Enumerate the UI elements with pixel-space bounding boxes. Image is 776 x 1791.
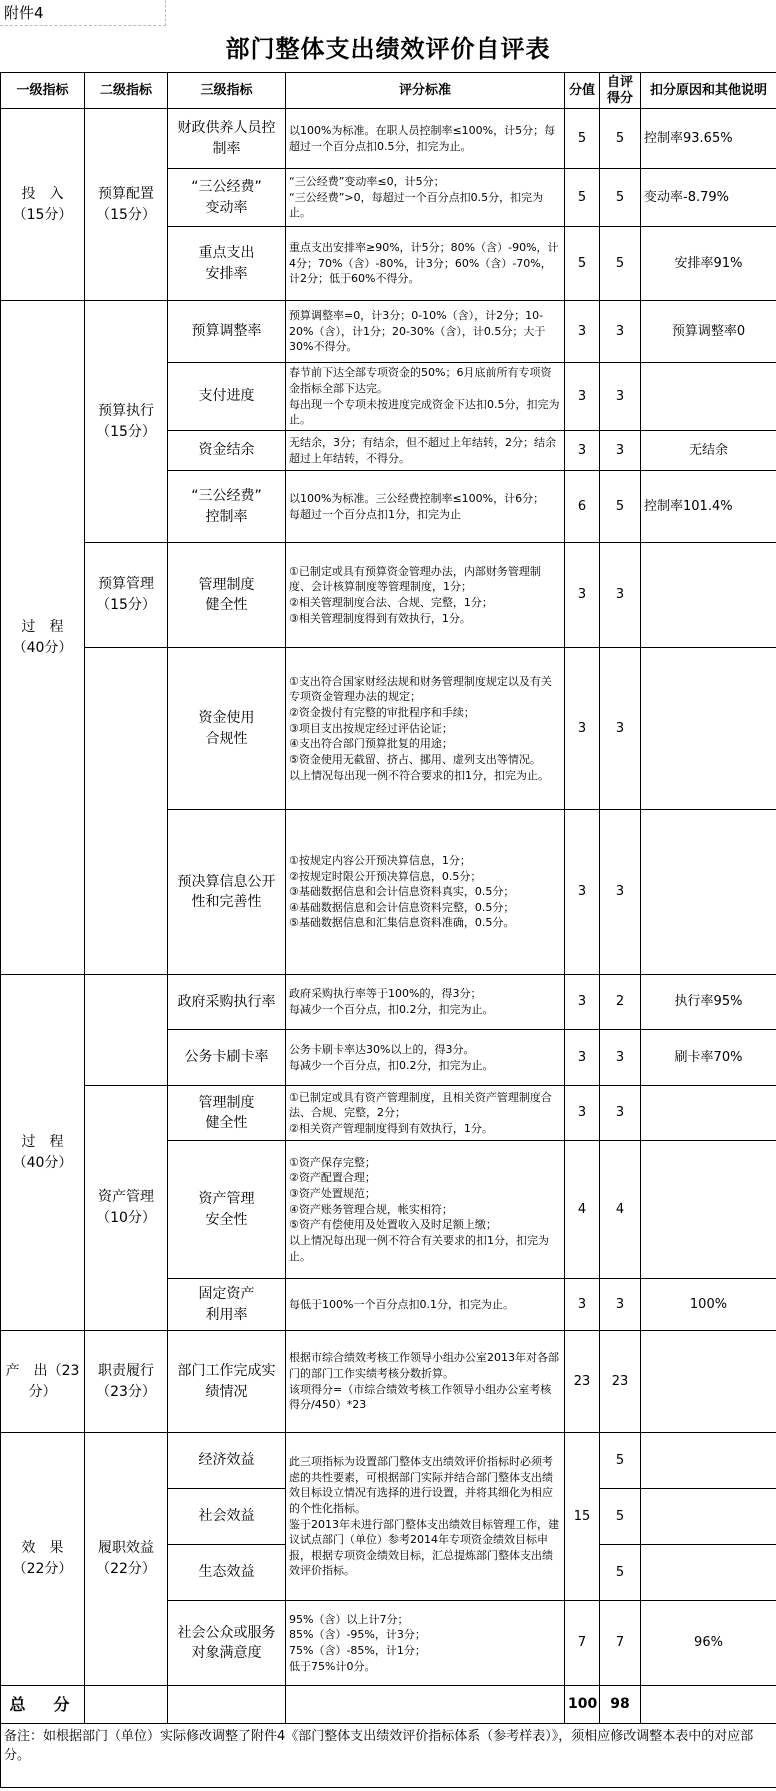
level2-budget-config: 预算配置 （15分） — [85, 109, 168, 301]
header-criteria: 评分标准 — [286, 73, 565, 109]
level3-cell: 资金使用 合规性 — [168, 648, 286, 810]
level2-budget-mgmt: 预算管理 （15分） — [85, 543, 168, 648]
attachment-label: 附件4 — [0, 0, 166, 26]
table-row — [1, 1433, 776, 1489]
self-score-cell: 5 — [600, 1545, 641, 1601]
self-score-cell: 5 — [600, 1433, 641, 1489]
level3-cell: 社会公众或服务对象满意度 — [168, 1601, 286, 1686]
level3-cell: 社会效益 — [168, 1489, 286, 1545]
deduction-cell — [641, 543, 776, 648]
self-score-cell: 3 — [600, 648, 641, 810]
score-cell: 3 — [565, 543, 600, 648]
header-score: 分值 — [565, 73, 600, 109]
self-score-cell: 5 — [600, 1489, 641, 1545]
self-score-cell: 2 — [600, 975, 641, 1030]
deduction-cell: 无结余 — [641, 431, 776, 471]
deduction-cell: 刷卡率70% — [641, 1030, 776, 1086]
level3-cell: 资金结余 — [168, 431, 286, 471]
header-row — [1, 73, 776, 109]
criteria-cell: 每低于100%一个百分点扣0.1分，扣完为止。 — [286, 1279, 565, 1331]
score-cell: 3 — [565, 810, 600, 975]
deduction-cell: 安排率91% — [641, 227, 776, 301]
deduction-cell — [641, 1331, 776, 1433]
level3-cell: 部门工作完成实绩情况 — [168, 1331, 286, 1433]
total-empty — [85, 1686, 168, 1724]
deduction-cell: 变动率-8.79% — [641, 169, 776, 227]
total-label: 总 分 — [1, 1686, 85, 1724]
score-cell: 3 — [565, 648, 600, 810]
score-cell: 6 — [565, 471, 600, 543]
note-row — [1, 1724, 776, 1788]
level3-cell: 固定资产 利用率 — [168, 1279, 286, 1331]
table-row — [1, 648, 776, 810]
header-self-score: 自评得分 — [600, 73, 641, 109]
score-cell: 5 — [565, 227, 600, 301]
criteria-cell: 此三项指标为设置部门整体支出绩效评价指标时必须考虑的共性要素，可根据部门实际并结合部门整体支出绩效目标设立情况有选择的进行设置，并将其细化为相应的个性化指标。 鉴于2013年未进行部门整体支出绩效目标管理工作，建议试点部门（单位）参考2014年专项资金绩效目标申报，根据专项资金绩效目标，汇总提炼部门整体支出绩效评价指标。 — [286, 1433, 565, 1601]
criteria-cell: ①资产保存完整； ②资产配置合理； ③资产处置规范； ④资产账务管理合规，帐实相符； ⑤资产有偿使用及处置收入及时足额上缴； 以上情况每出现一例不符合有关要求的扣1分，扣完为止。 — [286, 1141, 565, 1279]
score-cell: 5 — [565, 109, 600, 169]
evaluation-table — [0, 72, 776, 1788]
deduction-cell: 执行率95% — [641, 975, 776, 1030]
criteria-cell: 政府采购执行率等于100%的，得3分； 每减少一个百分点，扣0.2分，扣完为止。 — [286, 975, 565, 1030]
group-input: 投 入 （15分） — [1, 109, 85, 301]
score-cell: 3 — [565, 301, 600, 363]
score-cell: 3 — [565, 1086, 600, 1141]
table-row — [1, 975, 776, 1030]
total-self-score: 98 — [600, 1686, 641, 1724]
deduction-cell — [641, 1086, 776, 1141]
level3-cell: 预决算信息公开性和完善性 — [168, 810, 286, 975]
criteria-cell: 公务卡刷卡率达30%以上的，得3分。 每减少一个百分点，扣0.2分，扣完为止。 — [286, 1030, 565, 1086]
level3-cell: 支付进度 — [168, 363, 286, 431]
deduction-cell — [641, 363, 776, 431]
self-score-cell: 5 — [600, 169, 641, 227]
criteria-cell: 春节前下达全部专项资金的50%；6月底前所有专项资金指标全部下达完。 每出现一个专项未按进度完成资金下达扣0.5分，扣完为止。 — [286, 363, 565, 431]
criteria-cell: ①已制定或具有预算资金管理办法，内部财务管理制度、会计核算制度等管理制度，1分； ②相关管理制度合法、合规、完整，1分； ③相关管理制度得到有效执行，1分。 — [286, 543, 565, 648]
self-score-cell: 5 — [600, 227, 641, 301]
header-level1: 一级指标 — [1, 73, 85, 109]
score-cell: 7 — [565, 1601, 600, 1686]
deduction-cell — [641, 810, 776, 975]
self-score-cell: 3 — [600, 431, 641, 471]
page-title: 部门整体支出绩效评价自评表 — [225, 35, 551, 63]
table-row — [1, 301, 776, 363]
score-cell: 15 — [565, 1433, 600, 1601]
self-score-cell: 5 — [600, 109, 641, 169]
deduction-cell — [641, 1433, 776, 1489]
deduction-cell: 96% — [641, 1601, 776, 1686]
deduction-cell: 控制率101.4% — [641, 471, 776, 543]
header-deduction: 扣分原因和其他说明 — [641, 73, 776, 109]
level3-cell: “三公经费” 变动率 — [168, 169, 286, 227]
criteria-cell: 无结余，3分；有结余，但不超过上年结转，2分；结余超过上年结转，不得分。 — [286, 431, 565, 471]
score-cell: 3 — [565, 1279, 600, 1331]
self-score-cell: 3 — [600, 543, 641, 648]
level3-cell: 公务卡刷卡率 — [168, 1030, 286, 1086]
table-row — [1, 543, 776, 648]
deduction-cell: 控制率93.65% — [641, 109, 776, 169]
level2-empty — [85, 975, 168, 1086]
deduction-cell — [641, 1545, 776, 1601]
deduction-cell — [641, 1141, 776, 1279]
level2-duty: 职责履行 （23分） — [85, 1331, 168, 1433]
level3-cell: 生态效益 — [168, 1545, 286, 1601]
score-cell: 3 — [565, 363, 600, 431]
group-output: 产 出（23分） — [1, 1331, 85, 1433]
self-score-cell: 23 — [600, 1331, 641, 1433]
level3-cell: “三公经费” 控制率 — [168, 471, 286, 543]
level3-cell: 政府采购执行率 — [168, 975, 286, 1030]
criteria-cell: 95%（含）以上计7分； 85%（含）-95%，计3分； 75%（含）-85%，计1分； 低于75%计0分。 — [286, 1601, 565, 1686]
level2-empty — [85, 648, 168, 975]
total-score: 100 — [565, 1686, 600, 1724]
header-level3: 三级指标 — [168, 73, 286, 109]
level3-cell: 管理制度 健全性 — [168, 1086, 286, 1141]
criteria-cell: ①已制定或具有资产管理制度，且相关资产管理制度合法、合规、完整，2分； ②相关资产管理制度得到有效执行，1分。 — [286, 1086, 565, 1141]
level2-asset-mgmt: 资产管理 （10分） — [85, 1086, 168, 1331]
criteria-cell: 重点支出安排率≥90%，计5分；80%（含）-90%，计4分；70%（含）-80%，计3分；60%（含）-70%，计2分；低于60%不得分。 — [286, 227, 565, 301]
criteria-cell: 预算调整率=0，计3分；0-10%（含），计2分；10-20%（含），计1分；20-30%（含），计0.5分；大于30%不得分。 — [286, 301, 565, 363]
self-score-cell: 3 — [600, 1030, 641, 1086]
total-row — [1, 1686, 776, 1724]
self-score-cell: 3 — [600, 301, 641, 363]
score-cell: 4 — [565, 1141, 600, 1279]
total-empty — [286, 1686, 565, 1724]
total-empty — [641, 1686, 776, 1724]
group-effect: 效 果 （22分） — [1, 1433, 85, 1686]
group-process: 过 程 （40分） — [1, 301, 85, 975]
table-row — [1, 1086, 776, 1141]
level2-duty-effect: 履职效益 （22分） — [85, 1433, 168, 1686]
score-cell: 3 — [565, 1030, 600, 1086]
score-cell: 3 — [565, 431, 600, 471]
score-cell: 3 — [565, 975, 600, 1030]
score-cell: 5 — [565, 169, 600, 227]
table-row — [1, 1331, 776, 1433]
level3-cell: 管理制度 健全性 — [168, 543, 286, 648]
criteria-cell: 根据市综合绩效考核工作领导小组办公室2013年对各部门的部门工作实绩考核分数折算。 该项得分=（市综合绩效考核工作领导小组办公室考核得分/450）*23 — [286, 1331, 565, 1433]
self-score-cell: 3 — [600, 1086, 641, 1141]
level3-cell: 重点支出 安排率 — [168, 227, 286, 301]
group-process: 过 程 （40分） — [1, 975, 85, 1331]
total-empty — [168, 1686, 286, 1724]
deduction-cell: 100% — [641, 1279, 776, 1331]
self-score-cell: 4 — [600, 1141, 641, 1279]
level3-cell: 预算调整率 — [168, 301, 286, 363]
self-score-cell: 7 — [600, 1601, 641, 1686]
table-row — [1, 109, 776, 169]
deduction-cell: 预算调整率0 — [641, 301, 776, 363]
criteria-cell: “三公经费”变动率≤0，计5分； “三公经费”>0，每超过一个百分点扣0.5分，扣完为止。 — [286, 169, 565, 227]
self-score-cell: 3 — [600, 363, 641, 431]
criteria-cell: ①支出符合国家财经法规和财务管理制度规定以及有关专项资金管理办法的规定； ②资金拨付有完整的审批程序和手续； ③项目支出按规定经过评估论证； ④支出符合部门预算批复的用途； ⑤资金使用无截留、挤占、挪用、虚列支出等情况。 以上情况每出现一例不符合要求的扣1分，扣完为止。 — [286, 648, 565, 810]
footnote: 备注：如根据部门（单位）实际修改调整了附件4《部门整体支出绩效评价指标体系（参考样表）》，须相应修改调整本表中的对应部分。 — [1, 1724, 776, 1788]
level3-cell: 经济效益 — [168, 1433, 286, 1489]
criteria-cell: 以100%为标准。在职人员控制率≤100%，计5分；每超过一个百分点扣0.5分，扣完为止。 — [286, 109, 565, 169]
deduction-cell — [641, 648, 776, 810]
criteria-cell: ①按规定内容公开预决算信息，1分； ②按规定时限公开预决算信息，0.5分； ③基础数据信息和会计信息资料真实，0.5分； ④基础数据信息和会计信息资料完整，0.5分； ⑤基础数据信息和汇集信息资料准确，0.5分。 — [286, 810, 565, 975]
self-score-cell: 3 — [600, 810, 641, 975]
score-cell: 23 — [565, 1331, 600, 1433]
deduction-cell — [641, 1489, 776, 1545]
criteria-cell: 以100%为标准。三公经费控制率≤100%，计6分； 每超过一个百分点扣1分，扣完为止 — [286, 471, 565, 543]
header-level2: 二级指标 — [85, 73, 168, 109]
self-score-cell: 5 — [600, 471, 641, 543]
self-score-cell: 3 — [600, 1279, 641, 1331]
level2-budget-exec: 预算执行 （15分） — [85, 301, 168, 543]
level3-cell: 财政供养人员控制率 — [168, 109, 286, 169]
level3-cell: 资产管理 安全性 — [168, 1141, 286, 1279]
